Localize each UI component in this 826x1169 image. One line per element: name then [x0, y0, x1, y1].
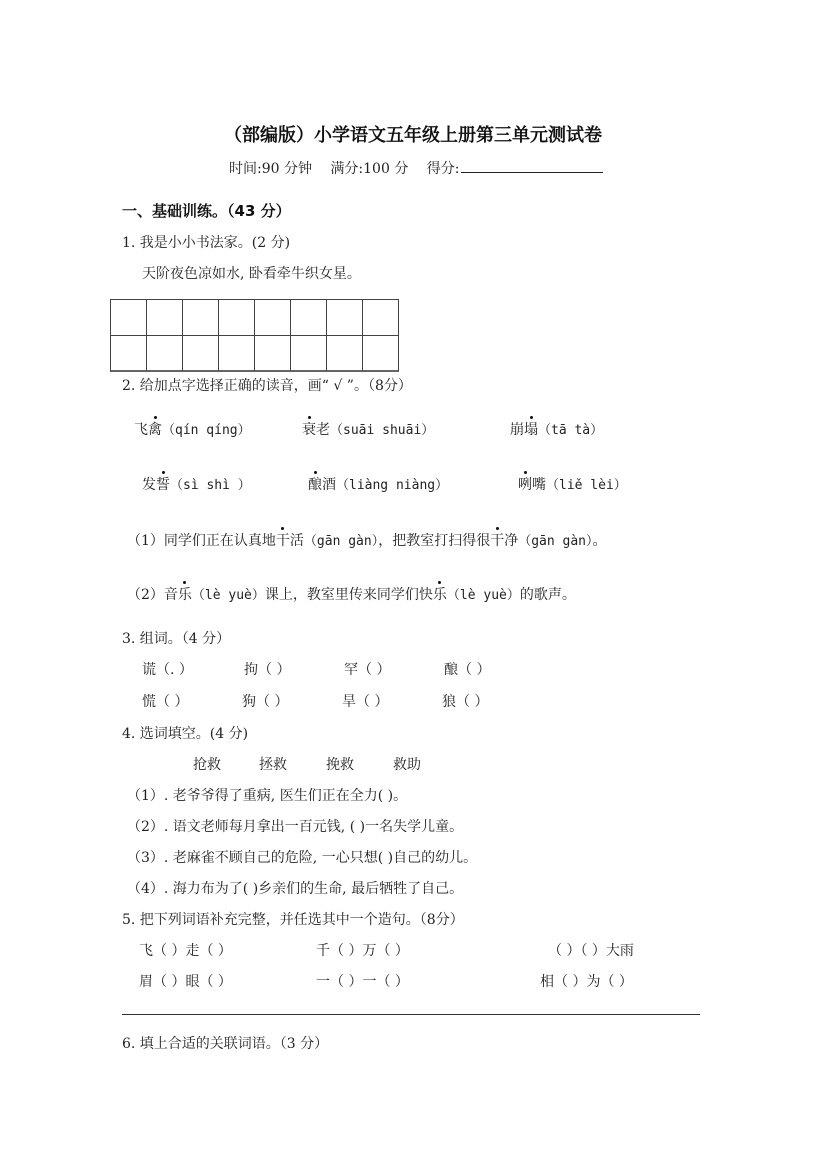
sentence-text: 净 [504, 533, 519, 549]
pinyin-options[interactable]: （lè yuè） [191, 588, 265, 603]
pinyin-sentence-2 [127, 584, 576, 604]
question-1-poem: 天阶夜色凉如水, 卧看牵牛织女星。 [142, 266, 361, 282]
word-group-item[interactable]: 旱（ ） [342, 694, 389, 710]
word-group-item[interactable]: 狗（ ） [242, 694, 289, 710]
sentence-text: （2）音 [127, 587, 178, 603]
fill-blank-sentence[interactable]: （3）. 老麻雀不顾自己的危险, 一心只想( )自己的幼儿。 [127, 850, 478, 866]
fill-blank-sentence[interactable]: （2）. 语文老师每月拿出一百元钱, ( )一名失学儿童。 [127, 819, 464, 835]
sentence-text: （1）同学们正在认真地 [127, 533, 276, 549]
dotted-char: 干 [276, 530, 290, 550]
dotted-char: 塌 [524, 419, 538, 439]
idiom-fill[interactable]: 飞（ ）走（ ） [139, 943, 232, 959]
word-prefix: 发 [142, 477, 156, 493]
question-3-label: 3. 组词。（4 分） [122, 631, 231, 647]
question-1-label: 1. 我是小小书法家。(2 分) [122, 235, 291, 251]
pinyin-item [518, 474, 627, 494]
pinyin-options[interactable]: （gān gàn） [303, 534, 379, 549]
word-option: 救助 [393, 757, 421, 773]
dotted-char: 衰 [302, 419, 316, 439]
question-5-label: 5. 把下列词语补充完整，并任选其中一个造句。（8分） [122, 912, 464, 928]
word-prefix: 飞 [134, 422, 148, 438]
dotted-char: 咧 [518, 474, 532, 494]
pinyin-item [134, 419, 251, 439]
time-limit: 时间:90 分钟 [229, 161, 312, 177]
pinyin-options[interactable]: （qín qíng） [162, 423, 251, 438]
pinyin-options[interactable]: （liě lèi） [546, 478, 627, 493]
word-prefix: 崩 [510, 422, 524, 438]
word-group-item[interactable]: 慌（ ） [142, 694, 189, 710]
word-suffix: 嘴 [532, 477, 546, 493]
question-2-label: 2. 给加点字选择正确的读音，画“ √ ”。（8分） [122, 378, 412, 394]
grid-cell[interactable] [183, 336, 219, 372]
word-group-item[interactable]: 拘（ ） [244, 662, 291, 678]
page-title: （部编版）小学语文五年级上册第三单元测试卷 [224, 125, 602, 146]
word-option: 拯救 [259, 757, 287, 773]
word-suffix: 老 [316, 422, 330, 438]
full-score: 满分:100 分 [330, 161, 409, 177]
grid-cell[interactable] [363, 336, 399, 372]
grid-cell[interactable] [291, 336, 327, 372]
dotted-char: 乐 [433, 584, 447, 604]
pinyin-item [302, 419, 434, 439]
question-4-label: 4. 选词填空。(4 分) [122, 726, 249, 742]
grid-cell[interactable] [219, 336, 255, 372]
fill-blank-sentence[interactable]: （1）. 老爷爷得了重病, 医生们正在全力( )。 [127, 788, 408, 804]
grid-cell[interactable] [147, 336, 183, 372]
fill-blank-sentence[interactable]: （4）. 海力布为了( )乡亲们的生命, 最后牺牲了自己。 [127, 881, 464, 897]
pinyin-item [142, 474, 251, 494]
pinyin-options[interactable]: （lè yuè） [446, 588, 520, 603]
pinyin-options[interactable]: （suāi shuāi） [330, 423, 435, 438]
pinyin-options[interactable]: （gān gàn） [518, 534, 593, 549]
word-group-item[interactable]: 谎（. ） [142, 662, 193, 678]
pinyin-options[interactable]: （sì shì ） [170, 478, 251, 493]
grid-cell[interactable] [327, 336, 363, 372]
pinyin-options[interactable]: （tā tà） [538, 423, 604, 438]
sentence-text: 课上，教室里传来同学们快 [264, 587, 433, 603]
grid-cell[interactable] [147, 300, 183, 336]
dotted-char: 干 [490, 530, 504, 550]
pinyin-options[interactable]: （liàng niàng） [336, 478, 449, 493]
section-heading-basic-training: 一、基础训练。（43 分） [122, 202, 291, 220]
grid-cell[interactable] [291, 300, 327, 336]
pinyin-sentence-1 [127, 530, 607, 550]
idiom-fill[interactable]: 千（ ）万（ ） [316, 943, 409, 959]
pinyin-item [308, 474, 448, 494]
grid-cell[interactable] [327, 300, 363, 336]
word-option: 挽救 [326, 757, 354, 773]
sentence-text: ，把教室打扫得很 [378, 533, 491, 549]
score-label: 得分: [426, 161, 460, 177]
dotted-char: 誓 [156, 474, 170, 494]
word-suffix: 酒 [322, 477, 336, 493]
dotted-char: 禽 [148, 419, 162, 439]
word-group-item[interactable]: 酿（ ） [444, 662, 491, 678]
grid-cell[interactable] [255, 300, 291, 336]
writing-grid[interactable] [110, 299, 399, 372]
score-input-line[interactable] [461, 159, 603, 173]
grid-cell[interactable] [255, 336, 291, 372]
idiom-fill[interactable]: （ ）（ ）大雨 [548, 943, 634, 959]
grid-cell[interactable] [183, 300, 219, 336]
sentence-text: 的歌声。 [519, 587, 576, 603]
idiom-fill[interactable]: 一（ ）一（ ） [316, 974, 409, 990]
grid-cell[interactable] [111, 336, 147, 372]
idiom-fill[interactable]: 眉（ ）眼（ ） [139, 974, 232, 990]
dotted-char: 乐 [178, 584, 192, 604]
idiom-fill[interactable]: 相（ ）为（ ） [540, 974, 633, 990]
pinyin-item [510, 419, 603, 439]
grid-cell[interactable] [363, 300, 399, 336]
grid-cell[interactable] [219, 300, 255, 336]
grid-cell[interactable] [111, 300, 147, 336]
sentence-text: 。 [592, 533, 607, 549]
word-group-item[interactable]: 罕（ ） [344, 662, 391, 678]
word-option: 抢救 [193, 757, 221, 773]
question-6-label: 6. 填上合适的关联词语。（3 分） [122, 1036, 329, 1052]
dotted-char: 酿 [308, 474, 322, 494]
sentence-text: 活 [289, 533, 304, 549]
exam-meta [229, 158, 617, 178]
sentence-writing-line[interactable] [122, 1014, 700, 1015]
word-group-item[interactable]: 狼（ ） [442, 694, 489, 710]
